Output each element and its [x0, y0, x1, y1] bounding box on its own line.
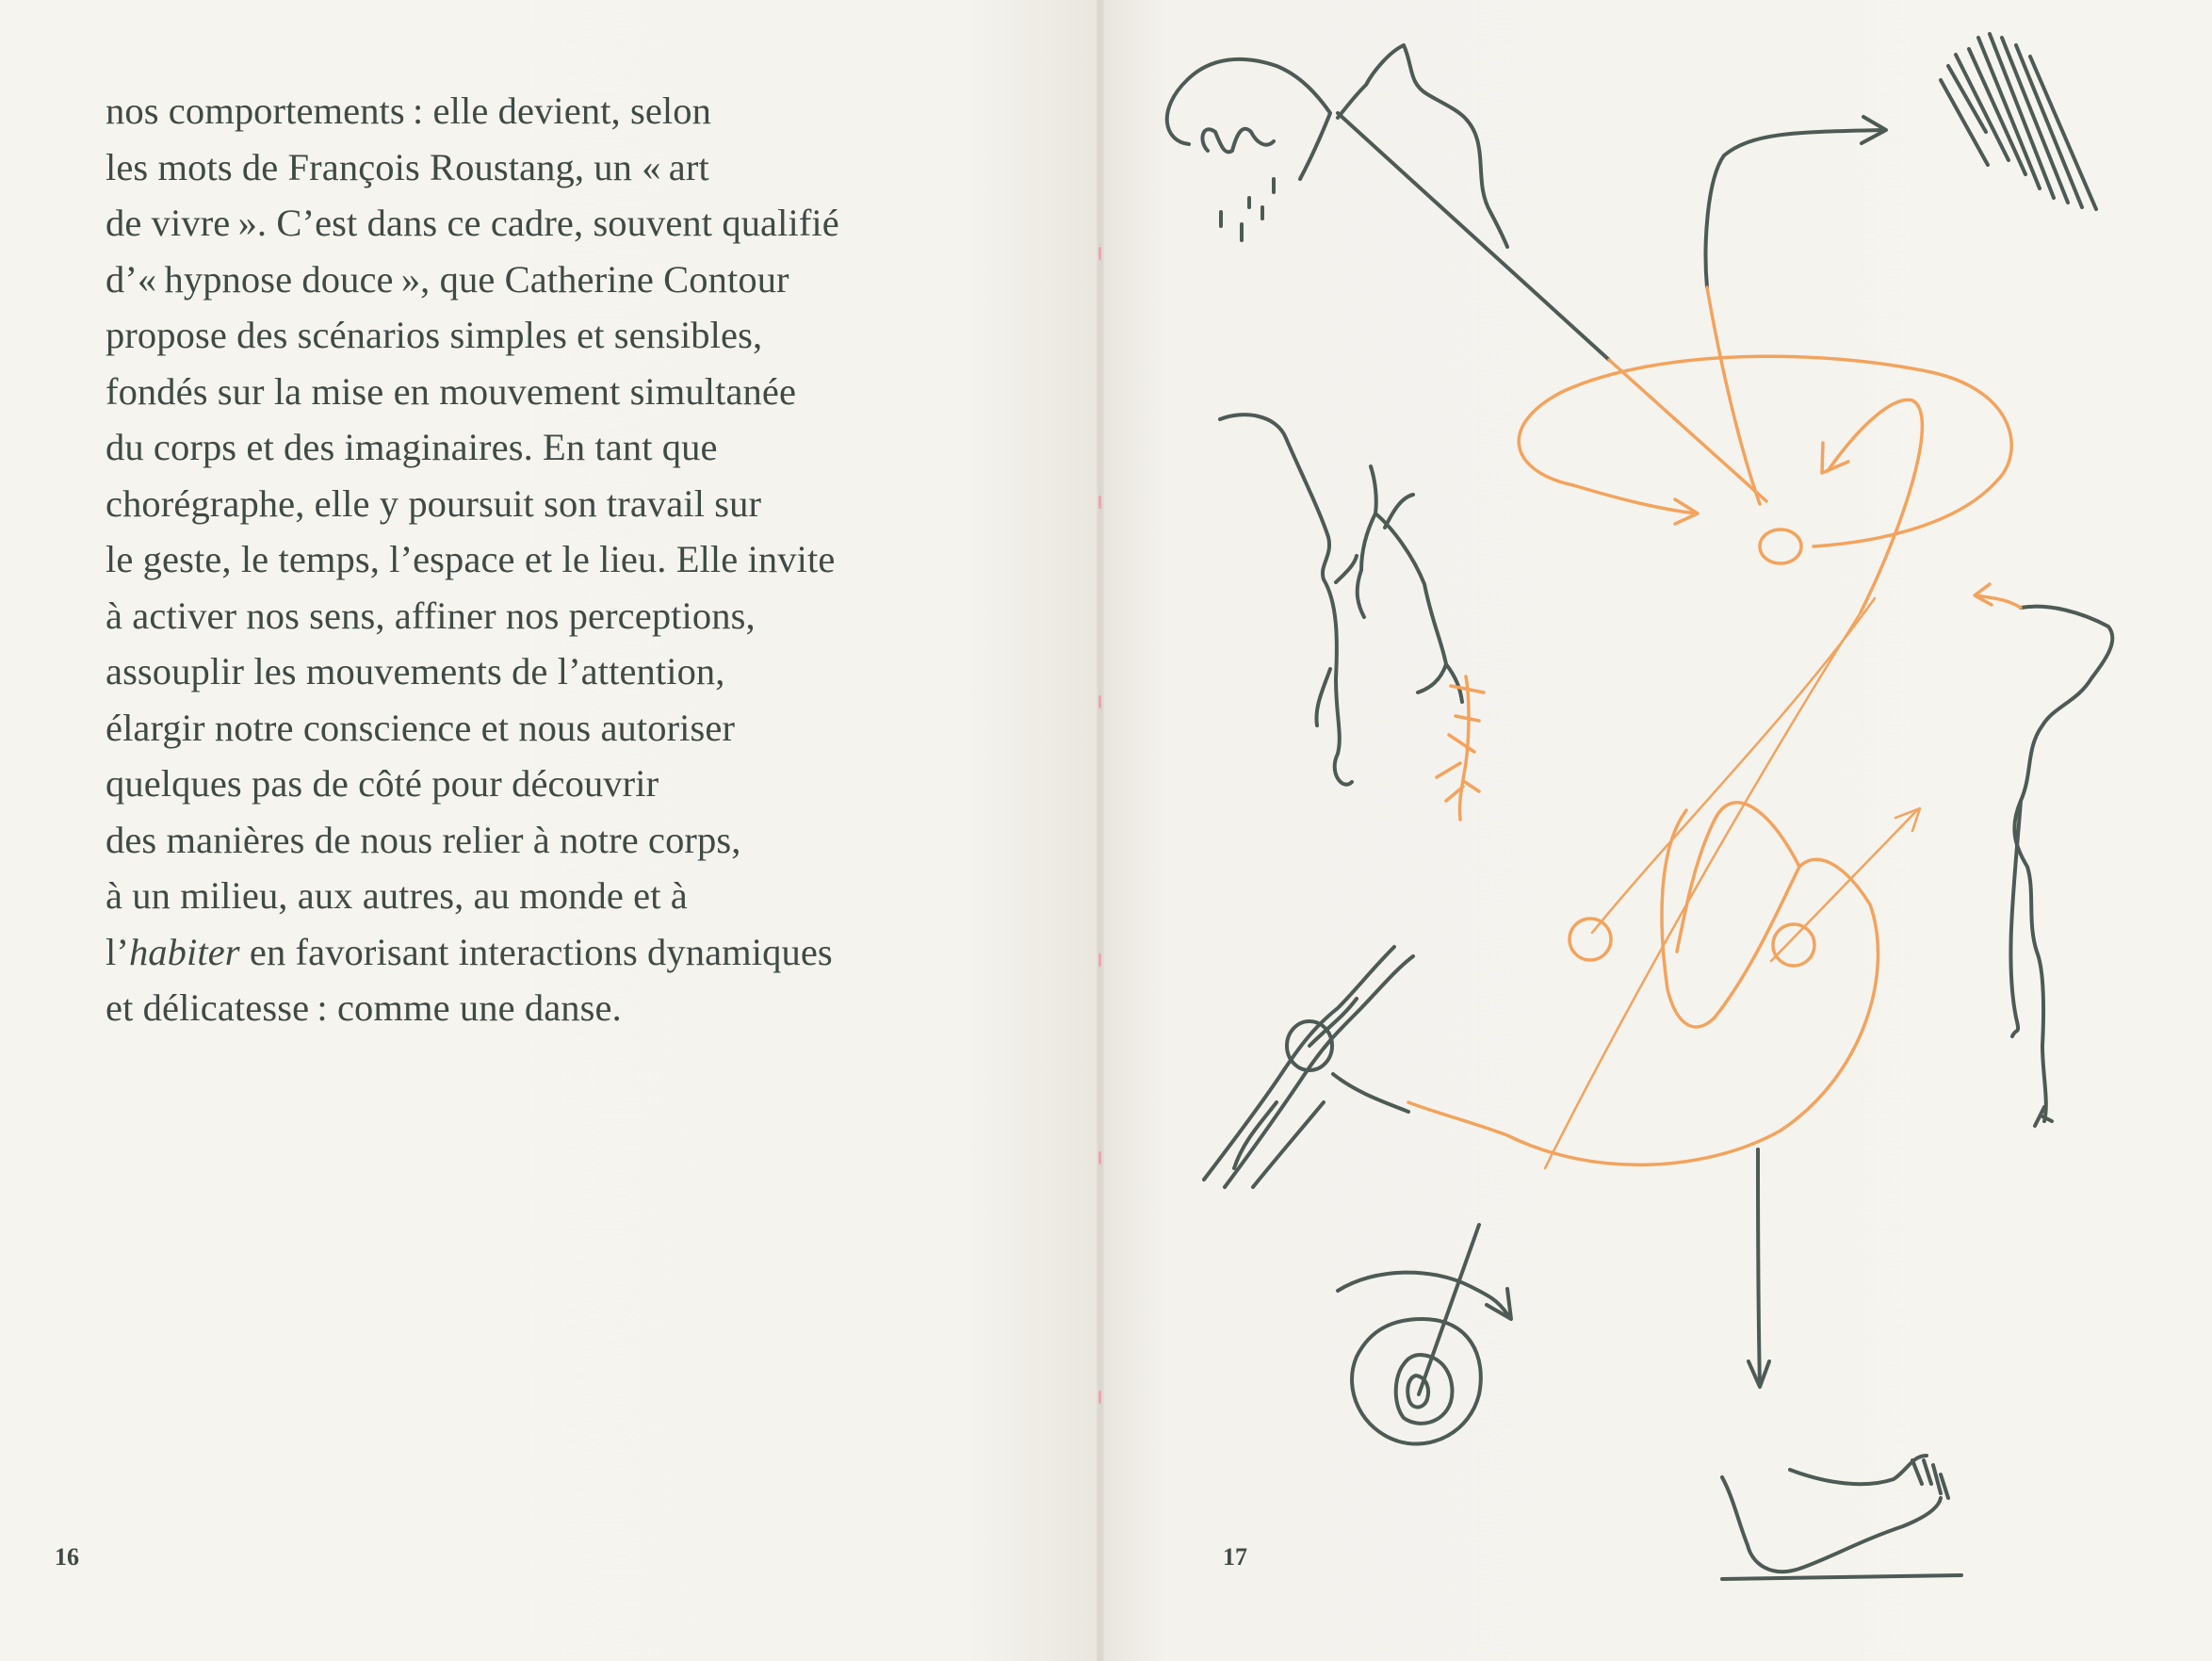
- text-line: élargir notre conscience et nous autoriser: [106, 706, 736, 749]
- orange-ellipse: [1519, 356, 2011, 546]
- curved-arrow: [1338, 1273, 1507, 1314]
- text-line: et délicatesse : comme une danse.: [106, 986, 622, 1029]
- text-line: à un milieu, aux autres, au monde et à: [106, 874, 688, 917]
- text-line: des manières de nous relier à notre corps,: [106, 818, 741, 861]
- text-line: d’« hypnose douce », que Catherine Contour: [106, 257, 789, 301]
- arrowhead-icon: [1975, 584, 1992, 605]
- diagonal-line: [1338, 113, 1609, 360]
- orange-diagonal-line: [1609, 360, 1766, 501]
- gray-curve: [1333, 1074, 1408, 1112]
- text-line: le geste, le temps, l’espace et le lieu. Elle invite: [106, 538, 836, 580]
- page-number-right: 17: [1223, 1543, 1247, 1571]
- text-line: propose des scénarios simples et sensibles,: [106, 314, 763, 356]
- left-page: [0, 0, 1100, 1661]
- text-line: quelques pas de côté pour découvrir: [106, 762, 659, 805]
- text-line: de vivre ». C’est dans ce cadre, souvent qualifié: [106, 202, 839, 244]
- branch-drawing: [1220, 415, 1462, 784]
- orange-long-line: [1592, 598, 1875, 933]
- page-number-left: 16: [55, 1543, 79, 1571]
- orange-arrow-line: [1771, 810, 1917, 961]
- orange-long-line: [1545, 612, 1861, 1168]
- orange-circle: [1570, 919, 1611, 960]
- text-line: à activer nos sens, affiner nos perceptions,: [106, 594, 756, 637]
- mountain-drawing: [1338, 45, 1507, 247]
- text-fragment: l’: [106, 930, 129, 973]
- text-fragment: en favorisant interactions dynamiques: [239, 930, 833, 973]
- text-line: chorégraphe, elle y poursuit son travail sur: [106, 481, 762, 525]
- foot-drawing: [1722, 1456, 1961, 1579]
- text-line: du corps et des imaginaires. En tant que: [106, 426, 718, 468]
- body-paragraph: [106, 83, 953, 1036]
- text-line: assouplir les mouvements de l’attention,: [106, 650, 725, 692]
- hand-drawn-illustration: [1100, 0, 2212, 1661]
- text-line: nos comportements : elle devient, selon: [106, 90, 711, 132]
- cloud-hand-drawing: [1167, 59, 1330, 240]
- orange-loop: [1828, 399, 1922, 612]
- text-line: les mots de François Roustang, un « art: [106, 145, 709, 188]
- italic-word: habiter: [128, 930, 240, 973]
- text-line: fondés sur la mise en mouvement simultanée: [106, 369, 797, 413]
- wavy-lines-drawing: [1204, 947, 1413, 1187]
- down-arrow-line: [1758, 1149, 1760, 1385]
- spiral-target-drawing: [1352, 1225, 1481, 1444]
- text-line: [106, 924, 953, 981]
- orange-circle: [1773, 924, 1814, 966]
- arrow-top: [1706, 130, 1884, 287]
- orange-circle: [1760, 529, 1801, 563]
- figure-path-drawing: [2014, 607, 2112, 1126]
- orange-s-curve: [1408, 810, 1878, 1164]
- hatching-drawing: [1941, 34, 2096, 209]
